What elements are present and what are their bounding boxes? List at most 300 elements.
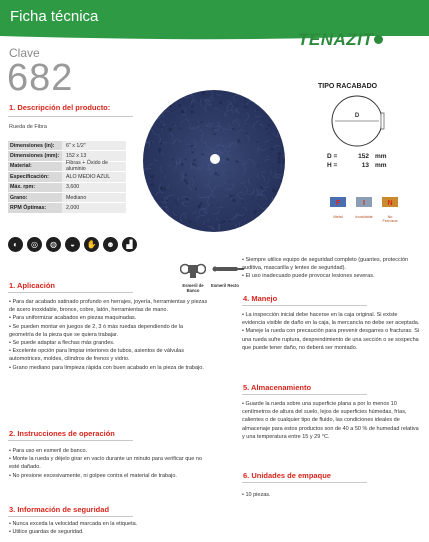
fiber-strand <box>146 106 152 112</box>
fiber-strand <box>265 139 269 142</box>
fiber-speck <box>168 128 171 131</box>
fiber-strand <box>280 203 284 206</box>
fiber-speck <box>242 200 244 202</box>
fiber-strand <box>221 171 223 177</box>
fiber-speck <box>181 110 184 113</box>
fiber-strand <box>152 106 154 109</box>
metal-icon <box>328 194 348 209</box>
fiber-strand <box>205 108 208 112</box>
clave-label: Clave <box>9 46 40 60</box>
fiber-speck <box>189 96 190 97</box>
fiber-strand <box>145 131 146 134</box>
fiber-speck <box>189 122 190 123</box>
fiber-speck <box>232 199 235 202</box>
fiber-strand <box>258 205 267 209</box>
description-title: 1. Descripción del producto: <box>9 103 111 112</box>
paragraph: • Nunca exceda la velocidad marcada en la etiqueta. <box>9 521 138 527</box>
fiber-strand <box>247 101 255 105</box>
section-handling-title: 4. Manejo <box>243 294 278 303</box>
fiber-strand <box>162 227 170 232</box>
fiber-strand <box>159 137 161 143</box>
fiber-speck <box>272 188 273 189</box>
instructions-text <box>9 447 209 480</box>
fiber-speck <box>157 226 160 229</box>
fiber-speck <box>202 153 204 155</box>
fiber-speck <box>184 179 187 182</box>
paragraph: • Para uniformizar acabados en piezas maquinadas. <box>9 315 137 322</box>
fiber-speck <box>179 128 181 130</box>
fiber-strand <box>178 224 181 227</box>
paragraph: • Para dar acabado satinado profundo en herrajes, joyería, herramientas y piezas de acero inoxidable, bronce, cobre, latón, herramientas de mano. <box>9 299 208 314</box>
specs-table <box>8 141 126 214</box>
fiber-speck <box>236 160 239 163</box>
fiber-strand <box>242 92 244 97</box>
dimensions-block <box>327 152 387 170</box>
fiber-speck <box>143 208 144 210</box>
fiber-speck <box>167 200 168 201</box>
fiber-strand <box>156 117 159 118</box>
fiber-speck <box>181 163 184 166</box>
fiber-strand <box>222 160 227 163</box>
non-ferrous-icon <box>380 194 400 209</box>
fiber-strand <box>226 153 229 163</box>
fiber-strand <box>281 115 282 118</box>
fiber-speck <box>267 227 269 229</box>
paragraph: • Para uso en esmeril de banco. <box>9 448 88 454</box>
fiber-strand <box>206 162 209 172</box>
material-non-ferrous <box>380 194 400 223</box>
fiber-strand <box>254 109 256 112</box>
fiber-strand <box>240 181 245 184</box>
spec-key: Dimensiones (mm): <box>8 151 62 160</box>
fiber-strand <box>180 212 185 222</box>
fiber-strand <box>265 176 269 184</box>
fiber-strand <box>264 213 273 216</box>
svg-text:D: D <box>354 113 360 119</box>
fiber-strand <box>273 90 278 92</box>
spec-row <box>8 141 126 151</box>
fiber-strand <box>170 225 177 230</box>
fiber-speck <box>194 149 195 150</box>
section-divider <box>8 516 133 517</box>
brand-name: TENAZIT <box>298 30 374 49</box>
fiber-strand <box>252 191 255 194</box>
fiber-strand <box>179 157 181 164</box>
fiber-strand <box>205 141 212 148</box>
section-application-title: 1. Aplicación <box>9 281 55 290</box>
fiber-strand <box>180 173 184 181</box>
fiber-speck <box>268 124 270 126</box>
section-packaging-title: 6. Unidades de empaque <box>243 471 331 480</box>
fiber-strand <box>244 186 248 195</box>
fiber-speck <box>277 157 280 160</box>
section-divider <box>242 482 367 483</box>
fiber-strand <box>195 99 197 103</box>
fiber-strand <box>284 150 285 155</box>
fiber-strand <box>147 121 151 127</box>
brand-logo <box>298 30 383 50</box>
fiber-strand <box>154 158 158 161</box>
fiber-strand <box>212 170 214 175</box>
paragraph: • Se pueden montar en juegos de 2, 3 ó más ruedas dependiendo de la geometría de la pieza que se quiera trabajar. <box>9 323 184 338</box>
fiber-strand <box>277 131 282 137</box>
fiber-strand <box>228 183 234 190</box>
spec-value: 2,000 <box>62 203 126 212</box>
fiber-speck <box>213 127 215 129</box>
fiber-strand <box>243 166 246 175</box>
fiber-strand <box>190 162 192 169</box>
fiber-speck <box>161 142 163 144</box>
section-divider <box>242 305 367 306</box>
fiber-strand <box>236 213 244 216</box>
fiber-speck <box>170 95 171 96</box>
fiber-strand <box>181 226 184 231</box>
fiber-strand <box>165 196 167 203</box>
svg-text:F: F <box>335 200 341 207</box>
fiber-strand <box>261 171 265 173</box>
fiber-speck <box>220 221 223 224</box>
paragraph: • Se puede adaptar a flechas más grandes. <box>9 340 115 347</box>
fiber-speck <box>198 205 202 209</box>
fiber-speck <box>194 177 195 178</box>
fiber-speck <box>159 121 160 122</box>
fiber-strand <box>156 193 160 196</box>
disc-center-hole <box>210 154 220 164</box>
svg-text:N: N <box>387 200 393 207</box>
section-divider <box>8 292 133 293</box>
paragraph: • 10 piezas. <box>242 492 271 498</box>
spec-key: Especificación: <box>8 172 62 181</box>
fiber-strand <box>158 114 164 117</box>
handling-text <box>242 311 422 352</box>
fiber-speck <box>219 93 221 95</box>
fiber-speck <box>226 158 229 161</box>
stainless-icon <box>354 194 374 209</box>
fiber-strand <box>282 135 285 142</box>
fiber-speck <box>267 133 268 134</box>
fiber-strand <box>268 108 270 113</box>
fiber-strand <box>216 218 218 220</box>
fiber-strand <box>240 192 245 195</box>
fiber-strand <box>256 223 262 226</box>
fiber-speck <box>278 152 282 156</box>
fiber-strand <box>192 180 194 186</box>
mask-icon: ☻ <box>103 237 118 252</box>
fiber-strand <box>166 205 169 211</box>
fiber-strand <box>214 108 219 110</box>
paragraph: • Monte la rueda y déjelo girar en vacío durante un minuto para verificar que no esté dañado. <box>9 456 203 471</box>
type-title: TIPO RACABADO <box>318 83 378 90</box>
section-divider <box>8 440 133 441</box>
fiber-strand <box>208 179 210 183</box>
fiber-strand <box>168 97 176 104</box>
face-shield-icon: ◍ <box>46 237 61 252</box>
fiber-speck <box>244 105 247 108</box>
fiber-strand <box>143 224 144 229</box>
product-type: Rueda de Fibra <box>9 124 47 130</box>
fiber-strand <box>180 121 183 123</box>
paragraph: • Grano mediano para limpieza rápida con buen acabado en la pieza de trabajo. <box>9 364 204 371</box>
fiber-speck <box>229 220 231 222</box>
fiber-strand <box>261 227 265 229</box>
fiber-speck <box>192 151 194 153</box>
fiber-strand <box>199 125 200 128</box>
fiber-strand <box>184 93 192 98</box>
fiber-speck <box>258 105 260 107</box>
fiber-strand <box>169 224 175 226</box>
application-text <box>9 298 209 372</box>
fiber-strand <box>197 216 205 221</box>
fiber-strand <box>149 202 151 205</box>
brand-dot-icon <box>374 35 383 44</box>
fiber-strand <box>153 113 155 120</box>
spec-value: 152 x 13 <box>62 151 126 160</box>
fiber-speck <box>280 116 283 119</box>
fiber-speck <box>169 105 171 107</box>
eye-protection-icon: ◎ <box>27 237 42 252</box>
section-divider <box>242 394 367 395</box>
storage-text <box>242 400 422 441</box>
fiber-strand <box>245 113 249 122</box>
fiber-strand <box>183 93 189 96</box>
fiber-speck <box>175 201 177 203</box>
fiber-strand <box>168 165 171 166</box>
fiber-strand <box>215 145 223 148</box>
fiber-speck <box>180 229 183 232</box>
fiber-strand <box>248 178 252 184</box>
fiber-strand <box>160 207 169 210</box>
fiber-strand <box>264 94 269 103</box>
fiber-speck <box>277 229 280 232</box>
fiber-strand <box>185 213 187 219</box>
paragraph: • La inspección inicial debe hacerse en la caja original. Si existe evidencia visible de daño en la caja, la mercancía no debe ser aceptada. <box>242 312 420 327</box>
fiber-speck <box>191 105 193 107</box>
description-divider <box>8 116 133 117</box>
fiber-speck <box>266 128 268 130</box>
fiber-strand <box>200 99 202 107</box>
fiber-strand <box>160 153 163 156</box>
spec-row <box>8 193 126 203</box>
fiber-speck <box>204 145 205 146</box>
fiber-speck <box>282 159 284 161</box>
fiber-strand <box>212 189 215 198</box>
fiber-speck <box>217 174 219 176</box>
fiber-speck <box>274 98 275 99</box>
paragraph: • Siempre utilice equipo de seguridad completo (guantes, protección auditiva, mascarilla y lentes de seguridad). <box>242 257 409 272</box>
fiber-speck <box>246 133 248 135</box>
spec-value: 6" x 1/2" <box>62 141 126 150</box>
fiber-strand <box>174 212 177 216</box>
fiber-speck <box>171 110 173 112</box>
fiber-speck <box>144 93 146 95</box>
fiber-speck <box>223 220 226 223</box>
fiber-strand <box>227 187 228 191</box>
material-stainless <box>354 194 374 223</box>
fiber-strand <box>162 142 167 144</box>
fiber-speck <box>174 90 177 92</box>
fiber-strand <box>271 197 273 202</box>
svg-text:I: I <box>363 200 365 207</box>
fiber-strand <box>272 117 279 122</box>
fiber-strand <box>257 149 258 154</box>
fiber-speck <box>260 186 263 189</box>
fiber-strand <box>204 185 211 192</box>
fiber-speck <box>220 101 223 104</box>
fiber-speck <box>200 121 202 123</box>
fiber-speck <box>177 204 179 206</box>
fiber-strand <box>233 214 236 217</box>
fiber-speck <box>254 91 257 94</box>
fiber-speck <box>246 125 247 126</box>
fiber-speck <box>243 91 246 94</box>
fiber-speck <box>188 219 190 221</box>
fiber-strand <box>204 188 207 190</box>
fiber-speck <box>214 172 217 175</box>
fiber-strand <box>248 188 254 194</box>
fiber-strand <box>161 202 166 204</box>
fiber-speck <box>191 112 193 114</box>
fiber-strand <box>202 164 205 168</box>
fiber-strand <box>182 114 187 115</box>
fiber-strand <box>259 222 269 226</box>
paragraph: • Maneje la rueda con precaución para prevenir desgarres o fracturas. Si una rueda sufre ruptura, desprendimiento de una sección o se sospecha que puede tener daño, no deberá ser montado. <box>242 328 420 351</box>
fiber-speck <box>152 198 155 201</box>
fiber-strand <box>208 219 210 222</box>
material-label: Metal <box>333 215 343 219</box>
fiber-strand <box>214 186 223 190</box>
fiber-speck <box>233 195 235 197</box>
spec-value: Mediano <box>62 193 126 202</box>
fiber-strand <box>161 166 164 173</box>
fiber-strand <box>154 215 155 219</box>
fiber-speck <box>229 195 232 198</box>
fiber-speck <box>229 180 230 181</box>
fiber-strand <box>151 121 154 127</box>
fiber-speck <box>223 116 224 117</box>
spec-row <box>8 172 126 182</box>
fiber-strand <box>235 122 239 127</box>
fiber-strand <box>209 123 214 125</box>
fiber-strand <box>174 166 175 170</box>
fiber-strand <box>185 119 189 126</box>
spec-key: RPM Óptimas: <box>8 203 62 212</box>
fiber-strand <box>162 111 171 115</box>
fiber-speck <box>195 188 197 190</box>
fiber-speck <box>186 198 189 201</box>
fiber-speck <box>165 221 169 225</box>
fiber-speck <box>186 182 188 184</box>
safety-continued-text <box>242 256 422 281</box>
fiber-strand <box>257 174 258 177</box>
fiber-speck <box>185 174 187 176</box>
fiber-strand <box>225 110 232 117</box>
page-title: Ficha técnica <box>10 8 99 25</box>
fiber-strand <box>217 137 221 145</box>
boots-icon: ▟ <box>122 237 137 252</box>
fiber-speck <box>211 205 213 207</box>
fiber-strand <box>167 195 174 199</box>
helmet-icon: ◒ <box>65 237 80 252</box>
fiber-strand <box>278 197 280 202</box>
fiber-strand <box>206 152 210 154</box>
fiber-speck <box>154 91 158 95</box>
h-unit: mm <box>375 162 387 169</box>
d-value: 152 <box>358 153 369 160</box>
fiber-speck <box>150 142 152 144</box>
fiber-speck <box>204 127 205 128</box>
h-value: 13 <box>361 162 369 169</box>
fiber-strand <box>234 97 237 101</box>
fiber-strand <box>238 193 243 198</box>
d-label: D = <box>327 153 338 160</box>
fiber-strand <box>279 230 282 232</box>
fiber-strand <box>147 164 153 170</box>
fiber-strand <box>259 124 262 127</box>
fiber-strand <box>162 90 170 92</box>
spec-key: Grano: <box>8 193 62 202</box>
fiber-strand <box>199 130 203 135</box>
fiber-strand <box>207 91 212 99</box>
spec-value: Fibras + Óxido de aluminio <box>62 162 126 171</box>
fiber-strand <box>169 214 171 223</box>
fiber-speck <box>257 109 259 111</box>
fiber-speck <box>151 175 154 178</box>
fiber-strand <box>275 208 281 212</box>
fiber-strand <box>228 124 231 127</box>
fiber-strand <box>173 139 178 146</box>
fiber-strand <box>223 129 231 132</box>
fiber-strand <box>197 121 200 122</box>
spec-key: Material: <box>8 162 62 171</box>
fiber-strand <box>191 101 194 105</box>
fiber-speck <box>211 129 213 131</box>
fiber-speck <box>232 128 234 130</box>
spec-row <box>8 183 126 193</box>
paragraph: • No presione excesivamente, ni golpee contra el material de trabajo. <box>9 472 177 479</box>
fiber-strand <box>281 131 282 135</box>
fiber-speck <box>172 159 174 161</box>
fiber-strand <box>265 159 271 161</box>
fiber-strand <box>157 119 161 121</box>
fiber-strand <box>243 208 246 212</box>
fiber-speck <box>154 203 156 205</box>
fiber-strand <box>252 90 256 94</box>
fiber-strand <box>208 226 214 229</box>
fiber-speck <box>236 105 238 107</box>
fiber-speck <box>244 101 245 102</box>
d-unit: mm <box>375 153 387 160</box>
fiber-speck <box>191 145 194 148</box>
fiber-strand <box>277 217 280 220</box>
section-safety-title: 3. Información de seguridad <box>9 505 110 514</box>
fiber-speck <box>246 94 249 97</box>
fiber-speck <box>272 189 276 193</box>
fiber-speck <box>195 164 197 166</box>
material-label: Inoxidable <box>355 215 373 219</box>
spec-key: Dimensiones (in): <box>8 141 62 150</box>
fiber-speck <box>178 104 181 107</box>
fiber-strand <box>268 93 271 97</box>
fiber-strand <box>248 160 255 167</box>
fiber-strand <box>178 197 179 200</box>
fiber-speck <box>193 159 196 162</box>
paragraph: • Guarde la rueda sobre una superficie plana a por lo menos 10 centímetros de altura del suelo, lejos de superficies húmedas, frías, calientes o de cualquier tipo de fluido, las condiciones ideales de almacenaje para estos productos son de 40 a 50 % de humedad relativa y una temperatura entre 15 y 29 °C. <box>242 401 419 440</box>
h-label: H = <box>327 162 338 169</box>
fiber-strand <box>239 130 244 132</box>
gloves-icon: ✋ <box>84 237 99 252</box>
fiber-strand <box>202 221 204 225</box>
spec-row <box>8 203 126 213</box>
